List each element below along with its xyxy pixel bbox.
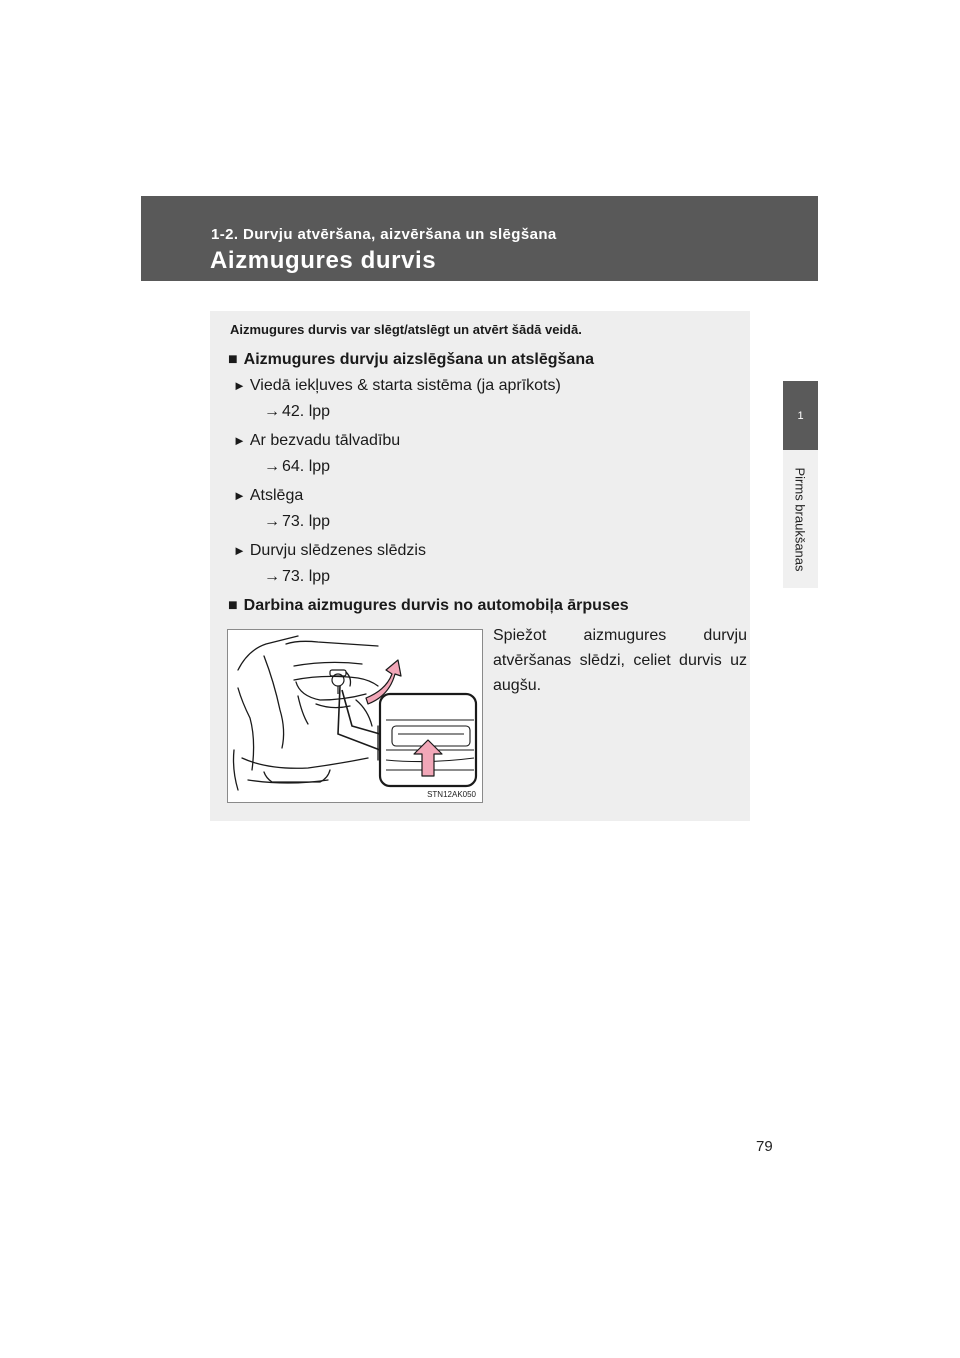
page-number: 79 — [756, 1138, 773, 1155]
list-item-label: Durvju slēdzenes slēdzis — [249, 542, 426, 559]
triangle-bullet-icon: ► — [233, 488, 246, 503]
figure-code: STN12AK050 — [427, 790, 476, 799]
list-item — [233, 377, 561, 395]
page-reference[interactable] — [264, 568, 330, 586]
list-item-label: Viedā iekļuves & starta sistēma (ja aprīkots) — [249, 377, 561, 394]
back-door-illustration — [227, 629, 483, 803]
intro-text: Aizmugures durvis var slēgt/atslēgt un atvērt šādā veidā. — [230, 322, 582, 337]
page-reference[interactable] — [264, 513, 330, 531]
triangle-bullet-icon: ► — [233, 543, 246, 558]
page-reference-text: 73. lpp — [282, 513, 331, 530]
page-reference[interactable] — [264, 458, 330, 476]
page-reference-text: 73. lpp — [282, 568, 331, 585]
chapter-label: Pirms braukšanas — [793, 466, 809, 572]
list-item — [233, 542, 426, 560]
chapter-number: 1 — [797, 409, 804, 422]
section-title: 1-2. Durvju atvēršana, aizvēršana un slēgšana — [211, 226, 557, 243]
list-item-label: Atslēga — [249, 487, 304, 504]
chapter-label-container — [783, 450, 818, 588]
arrow-right-icon: → — [264, 568, 280, 585]
page-reference-text: 64. lpp — [282, 458, 331, 475]
arrow-right-icon: → — [264, 513, 280, 530]
page-reference[interactable] — [264, 403, 330, 421]
list-item — [233, 487, 303, 505]
heading-operate-outside — [228, 597, 629, 615]
arrow-right-icon: → — [264, 403, 280, 420]
list-item-label: Ar bezvadu tālvadību — [249, 432, 401, 449]
operation-description: Spiežot aizmugures durvju atvēršanas slēdzi, celiet durvis uz augšu. — [493, 627, 747, 694]
back-door-drawing — [228, 630, 482, 802]
page-title: Aizmugures durvis — [210, 247, 437, 274]
square-bullet-icon: ■ — [228, 597, 238, 614]
arrow-right-icon: → — [264, 458, 280, 475]
heading-lock-unlock-text: Aizmugures durvju aizslēgšana un atslēgšana — [243, 351, 594, 368]
heading-lock-unlock — [228, 351, 594, 369]
square-bullet-icon: ■ — [228, 351, 238, 368]
triangle-bullet-icon: ► — [233, 433, 246, 448]
heading-operate-outside-text: Darbina aizmugures durvis no automobiļa ārpuses — [243, 597, 629, 614]
content-panel — [210, 311, 750, 821]
list-item — [233, 432, 400, 450]
page-reference-text: 42. lpp — [282, 403, 331, 420]
chapter-tab — [783, 381, 818, 450]
triangle-bullet-icon: ► — [233, 378, 246, 393]
chapter-header — [141, 196, 818, 281]
